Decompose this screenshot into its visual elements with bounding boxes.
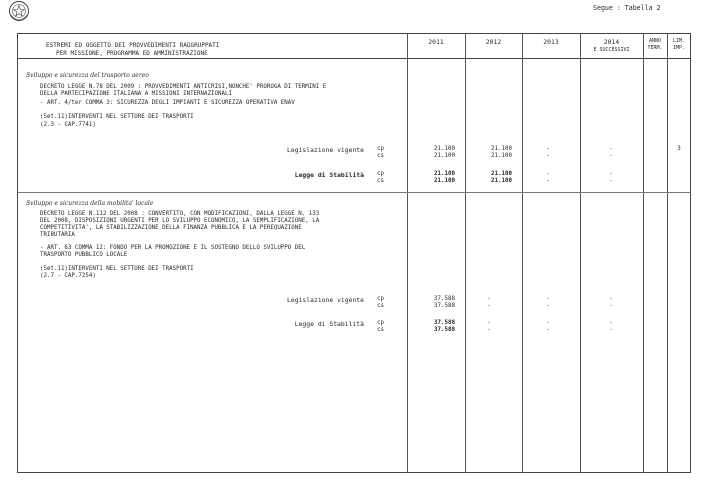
- column-header-2014: 2014: [603, 38, 620, 46]
- value-2013-cs: -: [546, 303, 550, 309]
- column-header-2012: 2012: [485, 38, 502, 46]
- value-2012-cs: -: [487, 303, 491, 309]
- article-text: - ART. 63 COMMA 12: FONDO PER LA PROMOZIONE E IL SOSTEGNO DELLO SVILUPPO DEL: [40, 245, 306, 251]
- cp-label: cp: [377, 320, 384, 326]
- decree-text: DELLA PARTECIPAZIONE ITALIANA A MISSIONI INTERNAZIONALI: [40, 91, 232, 97]
- value-2013-cs: -: [546, 178, 550, 184]
- cap-text: (2.3 - CAP.7741): [40, 122, 96, 128]
- value-2013-cs: -: [546, 327, 550, 333]
- header-title-line2: PER MISSIONE, PROGRAMMA ED AMMINISTRAZIONE: [56, 50, 208, 57]
- table-continuation-label: Segue : Tabella 2: [593, 4, 661, 12]
- value-2011-cs: 37.588: [434, 303, 455, 309]
- value-2014-cs: -: [609, 178, 613, 184]
- article-text: - ART. 4/ter COMMA 3: SICUREZZA DEGLI IMPIANTI E SICUREZZA OPERATIVA ENAV: [40, 100, 295, 106]
- value-2014-cs: -: [609, 327, 613, 333]
- value-2011-cp: 37.588: [434, 296, 455, 302]
- column-divider: [643, 33, 644, 473]
- column-divider: [580, 33, 581, 473]
- value-2014-cp: -: [609, 171, 613, 177]
- row-label: Legislazione vigente: [287, 296, 364, 304]
- settore-text: (Set.11)INTERVENTI NEL SETTORE DEI TRASPORTI: [40, 114, 194, 120]
- value-2013-cp: -: [546, 146, 550, 152]
- cp-label: cp: [377, 171, 384, 177]
- section-title: Sviluppo e sicurezza della mobilita' locale: [26, 200, 154, 207]
- value-2012-cp: -: [487, 296, 491, 302]
- value-2012-cs: 21.100: [491, 153, 512, 159]
- value-2012-cp: 21.100: [491, 171, 512, 177]
- value-2014-cp: -: [609, 296, 613, 302]
- value-2013-cp: -: [546, 320, 550, 326]
- value-2014-cp: -: [609, 146, 613, 152]
- row-label: Legge di Stabilità: [294, 171, 364, 179]
- cp-label: cp: [377, 146, 384, 152]
- article-text: TRASPORTO PUBBLICO LOCALE: [40, 252, 128, 258]
- value-2014-cs: -: [609, 153, 613, 159]
- header-divider: [17, 58, 691, 59]
- decree-text: COMPETITIVITA', LA STABILIZZAZIONE DELLA FINANZA PUBBLICA E LA PEREQUAZIONE: [40, 225, 302, 231]
- value-2011-cp: 37.588: [434, 320, 455, 326]
- column-divider: [522, 33, 523, 473]
- column-header-2014-sub: E SUCCESSIVI: [593, 47, 630, 53]
- value-2012-cs: -: [487, 327, 491, 333]
- cap-text: (2.7 - CAP.7254): [40, 273, 96, 279]
- section-divider: [17, 192, 691, 193]
- value-2012-cs: 21.100: [491, 178, 512, 184]
- republic-emblem-icon: [8, 0, 30, 22]
- column-header-imp: IMP.: [672, 45, 686, 51]
- value-2011-cp: 21.100: [434, 171, 455, 177]
- column-header-lim: LIM.: [672, 38, 686, 44]
- value-2013-cs: -: [546, 153, 550, 159]
- column-divider: [465, 33, 466, 473]
- decree-text: DECRETO LEGGE N.78 DEL 2009 : PROVVEDIMENTI ANTICRISI,NONCHE' PROROGA DI TERMINI E: [40, 84, 327, 90]
- row-label: Legge di Stabilità: [294, 320, 364, 328]
- value-2012-cp: 21.100: [491, 146, 512, 152]
- cs-label: cs: [377, 178, 384, 184]
- value-2013-cp: -: [546, 171, 550, 177]
- value-2011-cs: 21.100: [434, 153, 455, 159]
- row-label: Legislazione vigente: [287, 146, 364, 154]
- settore-text: (Set.11)INTERVENTI NEL SETTORE DEI TRASPORTI: [40, 266, 194, 272]
- column-header-2013: 2013: [543, 38, 559, 46]
- cs-label: cs: [377, 303, 384, 309]
- value-2012-cp: -: [487, 320, 491, 326]
- value-2011-cs: 21.100: [434, 178, 455, 184]
- cs-label: cs: [377, 153, 384, 159]
- column-header-2011: 2011: [428, 38, 444, 46]
- lim-imp-value: 3: [677, 146, 681, 152]
- column-divider: [667, 33, 668, 473]
- value-2014-cp: -: [609, 320, 613, 326]
- decree-text: DECRETO LEGGE N.112 DEL 2008 : CONVERTITO, CON MODIFICAZIONI, DALLA LEGGE N. 133: [40, 211, 320, 217]
- cp-label: cp: [377, 296, 384, 302]
- value-2011-cp: 21.100: [434, 146, 455, 152]
- cs-label: cs: [377, 327, 384, 333]
- value-2011-cs: 37.588: [434, 327, 455, 333]
- value-2014-cs: -: [609, 303, 613, 309]
- column-divider: [407, 33, 408, 473]
- column-header-anno: ANNO: [648, 38, 662, 44]
- header-title-line1: ESTREMI ED OGGETTO DEI PROVVEDIMENTI RAGGRUPPATI: [46, 42, 220, 49]
- value-2013-cp: -: [546, 296, 550, 302]
- decree-text: DEL 2008, DISPOSIZIONI URGENTI PER LO SVILUPPO ECONOMICO, LA SEMPLIFICAZIONE, LA: [40, 218, 320, 224]
- column-header-term: TERM.: [647, 45, 663, 51]
- decree-text: TRIBUTARIA: [40, 232, 75, 238]
- section-title: Sviluppo e sicurezza del trasporto aereo: [26, 72, 149, 79]
